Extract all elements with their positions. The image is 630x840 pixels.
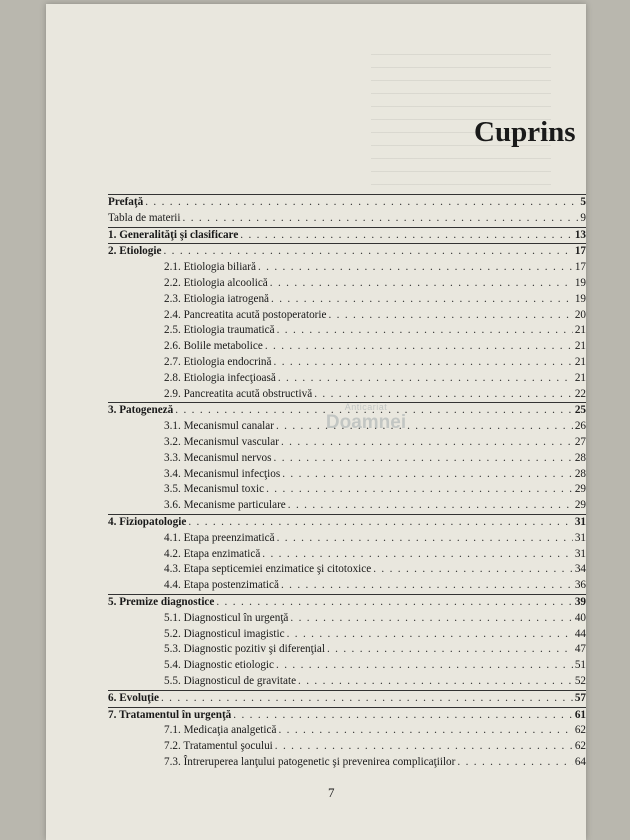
toc-leader-dots: [188, 515, 573, 531]
toc-leader-dots: [274, 355, 573, 371]
toc-entry-label: 5.3. Diagnostic pozitiv şi diferenţial: [164, 643, 325, 656]
toc-leader-dots: [287, 627, 573, 643]
toc-subentry: [108, 451, 586, 467]
toc-entry: [108, 211, 586, 227]
toc-entry-page: 61: [574, 708, 586, 721]
toc-subentry: [108, 371, 586, 387]
book-page: [46, 4, 586, 840]
toc-entry-page: 13: [574, 228, 586, 241]
toc-entry-page: 62: [574, 724, 586, 737]
toc-leader-dots: [266, 482, 573, 498]
toc-entry-label: 3. Patogeneză: [108, 404, 174, 417]
toc-entry-page: 26: [574, 420, 586, 433]
toc-entry-page: 22: [574, 387, 586, 400]
toc-leader-dots: [298, 674, 573, 690]
toc-entry-label: 5.1. Diagnosticul în urgenţă: [164, 611, 289, 624]
toc-subentry: [108, 292, 586, 308]
watermark-line1: Anticariat: [344, 402, 388, 412]
toc-entry-page: 29: [574, 483, 586, 496]
toc-leader-dots: [282, 467, 573, 483]
toc-subentry: [108, 642, 586, 658]
toc-entry-page: 31: [574, 547, 586, 560]
toc-leader-dots: [145, 195, 578, 211]
toc-entry-label: 3.5. Mecanismul toxic: [164, 483, 265, 496]
toc-entry-label: 3.4. Mecanismul infecţios: [164, 467, 281, 480]
toc-entry-label: 2.1. Etiologia biliară: [164, 261, 256, 274]
toc-leader-dots: [276, 419, 573, 435]
toc-entry-page: 27: [574, 435, 586, 448]
toc-leader-dots: [327, 642, 573, 658]
toc-entry-page: 21: [574, 355, 586, 368]
toc-leader-dots: [290, 611, 572, 627]
toc-leader-dots: [314, 387, 573, 403]
toc-leader-dots: [163, 244, 572, 260]
toc-leader-dots: [288, 498, 573, 514]
toc-subentry: [108, 723, 586, 739]
toc-entry-page: 21: [574, 371, 586, 384]
toc-subentry: [108, 355, 586, 371]
toc-leader-dots: [265, 339, 573, 355]
toc-leader-dots: [275, 739, 573, 755]
toc-entry-label: 5.2. Diagnosticul imagistic: [164, 627, 285, 640]
toc-entry-label: 1. Generalităţi şi clasificare: [108, 228, 239, 241]
toc-entry-label: 4.3. Etapa septicemiei enzimatice şi citotoxice: [164, 563, 372, 576]
toc-entry-label: 2.4. Pancreatita acută postoperatorie: [164, 308, 327, 321]
toc-entry: [108, 244, 586, 260]
toc-entry-page: 19: [574, 292, 586, 305]
toc-entry: [108, 228, 586, 244]
toc-subentry: [108, 739, 586, 755]
toc-entry-label: 6. Evoluţie: [108, 691, 159, 704]
toc-leader-dots: [216, 595, 572, 611]
toc-entry-page: 57: [574, 691, 586, 704]
toc-subentry: [108, 260, 586, 276]
toc-entry-page: 52: [574, 674, 586, 687]
toc-subentry: [108, 531, 586, 547]
toc-entry-page: 44: [574, 627, 586, 640]
toc-entry-page: 51: [574, 659, 586, 672]
toc-entry-page: 36: [574, 579, 586, 592]
toc-entry: [108, 691, 586, 707]
toc-entry-label: 5.5. Diagnosticul de gravitate: [164, 674, 297, 687]
toc-leader-dots: [457, 755, 572, 771]
toc-entry-label: 2.7. Etiologia endocrină: [164, 355, 272, 368]
toc-entry-page: 29: [574, 499, 586, 512]
toc-subentry: [108, 658, 586, 674]
toc-leader-dots: [278, 723, 572, 739]
toc-subentry: [108, 276, 586, 292]
table-of-contents: [108, 194, 586, 771]
toc-entry-page: 47: [574, 643, 586, 656]
toc-entry: [108, 708, 586, 724]
toc-entry-label: 7. Tratamentul în urgenţă: [108, 708, 232, 721]
toc-entry-label: 4.4. Etapa postenzimatică: [164, 579, 279, 592]
toc-entry: [108, 595, 586, 611]
toc-leader-dots: [281, 435, 573, 451]
toc-entry-page: 28: [574, 451, 586, 464]
toc-leader-dots: [276, 658, 573, 674]
toc-entry-label: 2.8. Etiologia infecţioasă: [164, 371, 276, 384]
toc-subentry: [108, 562, 586, 578]
toc-entry-label: 4.1. Etapa preenzimatică: [164, 531, 275, 544]
toc-subentry: [108, 674, 586, 690]
toc-leader-dots: [281, 578, 573, 594]
toc-entry-page: 21: [574, 324, 586, 337]
toc-subentry: [108, 627, 586, 643]
toc-entry-label: Tabla de materii: [108, 211, 181, 224]
toc-entry: [108, 194, 586, 211]
toc-entry-page: 31: [574, 531, 586, 544]
toc-leader-dots: [270, 276, 573, 292]
toc-subentry: [108, 578, 586, 594]
toc-leader-dots: [278, 371, 573, 387]
page-title: Cuprins: [474, 116, 576, 148]
toc-entry-page: 34: [574, 563, 586, 576]
toc-leader-dots: [183, 211, 579, 227]
toc-entry-label: 3.3. Mecanismul nervos: [164, 451, 272, 464]
toc-leader-dots: [258, 260, 573, 276]
toc-entry-page: 20: [574, 308, 586, 321]
toc-subentry: [108, 308, 586, 324]
toc-leader-dots: [328, 308, 572, 324]
toc-entry-label: 5. Premize diagnostice: [108, 595, 215, 608]
toc-entry-label: 7.1. Medicaţia analgetică: [164, 724, 277, 737]
toc-entry-label: 2.5. Etiologia traumatică: [164, 324, 275, 337]
toc-entry-page: 9: [580, 211, 586, 224]
toc-entry-label: 3.6. Mecanisme particulare: [164, 499, 286, 512]
toc-entry-label: 7.3. Întreruperea lanţului patogenetic şi prevenirea complicaţiilor: [164, 755, 456, 768]
toc-entry-label: Prefaţă: [108, 196, 144, 208]
page-number: 7: [328, 785, 335, 800]
toc-leader-dots: [240, 228, 573, 244]
toc-subentry: [108, 339, 586, 355]
toc-entry-page: 21: [574, 340, 586, 353]
toc-entry-label: 2.2. Etiologia alcoolică: [164, 276, 268, 289]
toc-entry-label: 3.1. Mecanismul canalar: [164, 420, 274, 433]
toc-entry-label: 2.3. Etiologia iatrogenă: [164, 292, 270, 305]
toc-entry-page: 62: [574, 740, 586, 753]
toc-subentry: [108, 611, 586, 627]
toc-subentry: [108, 435, 586, 451]
toc-entry-page: 19: [574, 276, 586, 289]
toc-subentry: [108, 482, 586, 498]
toc-subentry: [108, 547, 586, 563]
toc-entry-page: 5: [580, 196, 586, 208]
toc-entry: [108, 515, 586, 531]
toc-leader-dots: [373, 562, 573, 578]
toc-subentry: [108, 755, 586, 771]
toc-entry-label: 5.4. Diagnostic etiologic: [164, 659, 274, 672]
toc-subentry: [108, 387, 586, 403]
toc-leader-dots: [277, 323, 573, 339]
toc-leader-dots: [233, 708, 573, 724]
watermark-line2: Doamnei: [325, 412, 407, 433]
toc-entry-page: 40: [574, 611, 586, 624]
toc-entry-label: 4. Fiziopatologie: [108, 515, 187, 528]
toc-subentry: [108, 467, 586, 483]
toc-entry-page: 17: [574, 245, 586, 258]
toc-subentry: [108, 498, 586, 514]
toc-entry-label: 2.6. Bolile metabolice: [164, 340, 263, 353]
toc-entry-label: 2. Etiologie: [108, 245, 162, 258]
toc-leader-dots: [274, 451, 573, 467]
toc-leader-dots: [175, 403, 573, 419]
toc-entry: [108, 403, 586, 419]
toc-leader-dots: [271, 292, 573, 308]
toc-entry-label: 3.2. Mecanismul vascular: [164, 435, 279, 448]
toc-entry-page: 39: [574, 595, 586, 608]
toc-leader-dots: [277, 531, 573, 547]
toc-entry-label: 2.9. Pancreatita acută obstructivă: [164, 387, 313, 400]
toc-entry-label: 4.2. Etapa enzimatică: [164, 547, 261, 560]
toc-entry-page: 25: [574, 404, 586, 417]
toc-subentry: [108, 419, 586, 435]
toc-leader-dots: [262, 547, 573, 563]
toc-entry-page: 17: [574, 261, 586, 274]
toc-leader-dots: [161, 691, 573, 707]
toc-entry-label: 7.2. Tratamentul şocului: [164, 740, 273, 753]
toc-entry-page: 64: [574, 755, 586, 768]
toc-entry-page: 28: [574, 467, 586, 480]
toc-subentry: [108, 323, 586, 339]
toc-entry-page: 31: [574, 515, 586, 528]
